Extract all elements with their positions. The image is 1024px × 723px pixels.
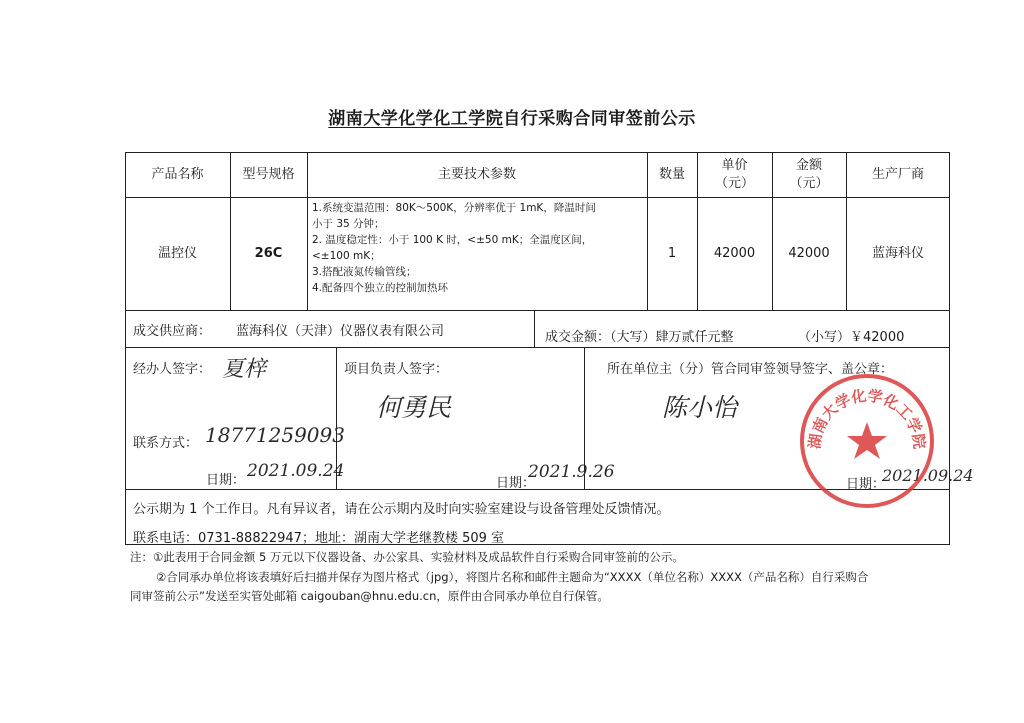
date-handwritten-1: 2021.09.24 (247, 461, 345, 481)
param-line: 4.配备四个独立的控制加热环 (312, 282, 449, 294)
header-quantity: 数量 (658, 166, 685, 182)
rule-supplier (125, 347, 950, 348)
header-product: 产品名称 (151, 166, 204, 182)
leader-label: 项目负责人签字： (344, 362, 449, 377)
cell-params (312, 200, 646, 296)
title-rest: 自行采购合同审签前公示 (503, 109, 696, 129)
date-label-1: 日期： (206, 473, 246, 488)
header-manufacturer: 生产厂商 (871, 166, 924, 182)
total-amount-words: 成交金额：（大写）肆万贰仟元整 (545, 330, 734, 345)
leader-signature: 何勇民 (376, 393, 452, 422)
supplier-name: 蓝海科仪（天津）仪器仪表有限公司 (236, 324, 445, 339)
title-school: 湖南大学化学化工学院 (328, 109, 504, 129)
cell-amount: 42000 (788, 245, 830, 261)
date-label-2: 日期： (496, 476, 536, 491)
handler-signature: 夏梓 (222, 357, 267, 382)
header-model: 型号规格 (242, 166, 295, 182)
header-params: 主要技术参数 (437, 166, 516, 182)
cell-product: 温控仪 (157, 245, 197, 261)
param-line: 小于 35 分钟； (312, 218, 385, 230)
cell-quantity: 1 (667, 245, 677, 261)
seal-text: 湖南大学化学化工学院 (805, 386, 929, 450)
unit-leader-signature: 陈小怡 (662, 393, 738, 422)
supplier-divider (534, 310, 535, 347)
param-line: <±100 mK； (312, 250, 381, 262)
date-handwritten-2: 2021.9.26 (528, 462, 615, 482)
date-label-3: 日期： (846, 477, 886, 492)
supplier-label: 成交供应商： (133, 324, 212, 339)
cell-unit-price: 42000 (713, 245, 756, 261)
footnote-3: 同审签前公示”发送至实管处邮箱 caigouban@hnu.edu.cn，原件由合同承办单位自行保管。 (130, 589, 609, 603)
total-amount-figures: （小写）￥42000 (798, 330, 905, 345)
notice-text: 公示期为 1 个工作日。凡有异议者，请在公示期内及时向实验室建设与设备管理处反馈情况。 (133, 502, 670, 517)
unit-leader-label: 所在单位主（分）管合同审签领导签字、盖公章： (607, 362, 894, 377)
param-line: 3.搭配液氮传输管线； (312, 266, 417, 278)
header-amount: 金额 （元） (789, 157, 829, 191)
contact-label: 联系方式： (133, 436, 199, 451)
contact-info: 联系电话：0731-88822947；地址：湖南大学老继教楼 509 室 (133, 531, 505, 546)
footnote-2: ②合同承办单位将该表填好后扫描并保存为图片格式（jpg），将图片名称和邮件主题命为“XXXX（单位名称）XXXX（产品名称）自行采购合 (156, 570, 869, 584)
cell-model: 26C (254, 245, 283, 261)
rule-sign (125, 489, 950, 490)
date-handwritten-3: 2021.09.24 (882, 466, 974, 485)
rule-row (125, 310, 950, 311)
contact-handwritten: 18771259093 (205, 423, 345, 447)
param-line: 1.系统变温范围：80K～500K，分辨率优于 1mK，降温时间 (312, 202, 596, 214)
header-unit-price: 单价 （元） (714, 157, 754, 191)
cell-manufacturer: 蓝海科仪 (871, 245, 924, 261)
page-title (0, 104, 1024, 129)
footnote-1: 注：①此表用于合同金额 5 万元以下仪器设备、办公家具、实验材料及成品软件自行采购合同审签前的公示。 (130, 550, 684, 564)
param-line: 2. 温度稳定性：小于 100 K 时，<±50 mK；全温度区间， (312, 234, 593, 246)
handler-label: 经办人签字： (133, 362, 212, 377)
